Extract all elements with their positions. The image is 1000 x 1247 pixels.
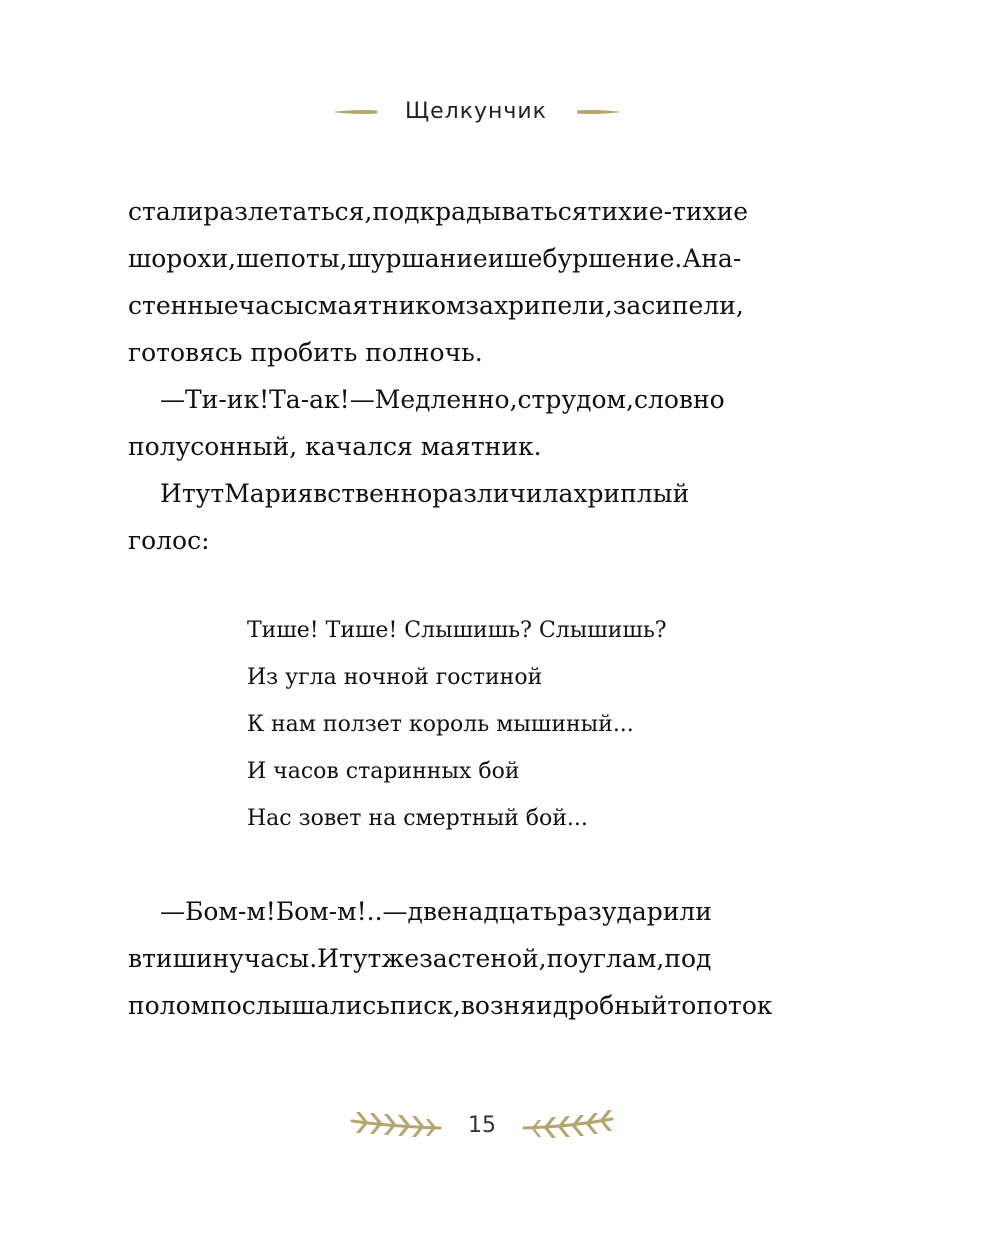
header-ornament-right	[577, 109, 621, 115]
word: с	[304, 291, 319, 320]
paragraph-4	[128, 888, 826, 1029]
word: тихие-тихие	[587, 197, 749, 226]
text-line	[128, 982, 826, 1029]
poem-line: Нас зовет на смертный бой...	[247, 806, 588, 831]
word: Мари	[224, 479, 298, 508]
word: раз	[557, 897, 602, 926]
word: часы	[238, 291, 304, 320]
text-line	[128, 470, 826, 517]
word: хриплый	[573, 479, 690, 508]
word: дробный	[552, 991, 668, 1020]
word: послышались	[210, 991, 390, 1020]
paragraph-1	[128, 188, 826, 376]
word: захрипели,	[465, 291, 613, 320]
word: разлетаться,	[203, 197, 373, 226]
word: Бом-м!..	[275, 897, 383, 926]
word: тут	[181, 479, 225, 508]
sprig-ornament-right-icon	[522, 1107, 614, 1143]
word: возня	[460, 991, 537, 1020]
text-line: голос:	[128, 526, 210, 555]
word: —	[382, 897, 408, 926]
word: за	[419, 944, 448, 973]
page-footer	[0, 1104, 1000, 1148]
book-title: Щелкунчик	[405, 99, 547, 124]
word: ударили	[601, 897, 712, 926]
word: И	[160, 479, 182, 508]
text-line	[128, 888, 826, 935]
poem-line: Из угла ночной гостиной	[247, 665, 543, 690]
word: И	[317, 944, 339, 973]
word: А	[682, 244, 702, 273]
word: Медленно,	[374, 385, 518, 414]
word: Та-ак!	[269, 385, 350, 414]
word: трудом,	[531, 385, 634, 414]
word: шепоты,	[236, 244, 348, 273]
text-line	[128, 282, 826, 329]
text-line: полусонный, качался маятник.	[128, 432, 542, 461]
poem-line: И часов старинных бой	[247, 759, 520, 784]
body-text-bottom	[128, 888, 826, 1029]
body-text-top	[128, 188, 826, 564]
word: под	[664, 944, 712, 973]
word: стеной,	[447, 944, 547, 973]
word: шебуршение.	[504, 244, 683, 273]
poem-line: К нам ползет король мышиный...	[247, 712, 634, 737]
word: словно	[633, 385, 725, 414]
sprig-ornament-left-icon	[350, 1107, 442, 1143]
word: различила	[432, 479, 574, 508]
word: маятником	[318, 291, 466, 320]
word: стали	[128, 197, 204, 226]
word: Бом-м!	[185, 897, 276, 926]
text-line	[128, 935, 826, 982]
text-line	[128, 188, 826, 235]
word: —	[349, 385, 375, 414]
word: с	[517, 385, 532, 414]
word: —	[160, 385, 185, 414]
word: стенные	[128, 291, 239, 320]
page-number: 15	[468, 1113, 496, 1138]
poem	[247, 607, 667, 842]
word: топоток	[667, 991, 773, 1020]
header-ornament-left	[333, 109, 377, 115]
text-line: готовясь пробить полночь.	[128, 338, 483, 367]
word: явственно	[297, 479, 433, 508]
word: тишину	[142, 944, 244, 973]
word: на-	[701, 244, 742, 273]
word: писк,	[389, 991, 461, 1020]
paragraph-3	[128, 470, 826, 564]
word: шуршание	[347, 244, 488, 273]
paragraph-2	[128, 376, 826, 470]
text-line	[128, 235, 826, 282]
word: —	[160, 897, 185, 926]
word: подкрадываться	[372, 197, 588, 226]
word: по	[546, 944, 579, 973]
word: часы.	[243, 944, 318, 973]
word: полом	[128, 991, 211, 1020]
text-line	[128, 376, 826, 423]
word: шорохи,	[128, 244, 237, 273]
word: двенадцать	[407, 897, 558, 926]
running-header	[0, 94, 1000, 130]
word: в	[128, 944, 143, 973]
word: и	[487, 244, 505, 273]
poem-line: Тише! Тише! Слышишь? Слышишь?	[247, 618, 667, 643]
word: и	[536, 991, 553, 1020]
word: Ти-ик!	[185, 385, 270, 414]
word: тут	[338, 944, 382, 973]
word: засипели,	[612, 291, 744, 320]
word: углам,	[578, 944, 665, 973]
word: же	[381, 944, 420, 973]
